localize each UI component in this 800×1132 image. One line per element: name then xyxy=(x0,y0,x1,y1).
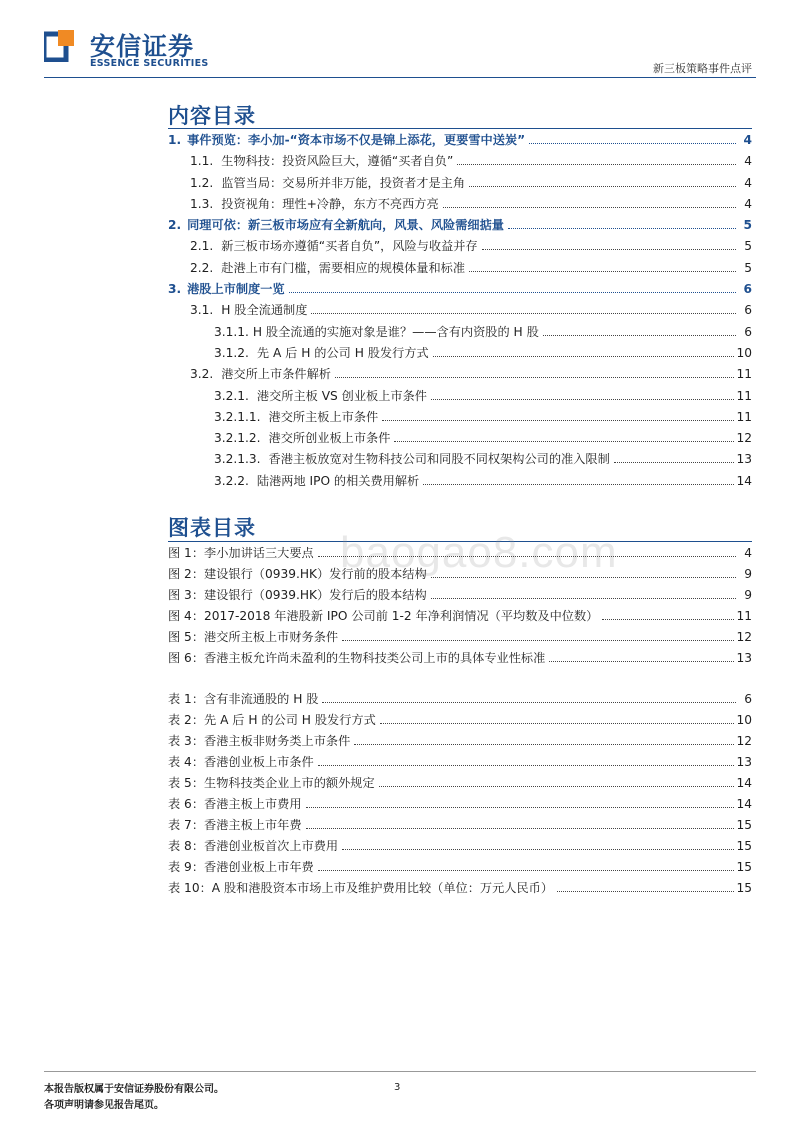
table-entry[interactable]: 表 8：香港创业板首次上市费用 15 xyxy=(168,839,752,853)
chart-entry[interactable]: 图 2：建设银行（0939.HK）发行前的股本结构 9 xyxy=(168,567,752,581)
figures-title: 图表目录 xyxy=(168,516,256,540)
page-header xyxy=(0,0,800,80)
table-entry[interactable]: 表 7：香港主板上市年费 15 xyxy=(168,818,752,832)
toc-entry[interactable]: 3.1.1. H 股全流通的实施对象是谁？——含有内资股的 H 股 6 xyxy=(214,324,752,339)
chart-entry[interactable]: 图 4：2017-2018 年港股新 IPO 公司前 1-2 年净利润情况（平均数及中位数） 11 xyxy=(168,609,752,623)
toc-entry[interactable]: 1.1. 生物科技：投资风险巨大，遵循“买者自负” 4 xyxy=(190,154,752,169)
toc-entry[interactable]: 3.2.1.2. 港交所创业板上市条件 12 xyxy=(214,431,752,446)
chart-entry[interactable]: 图 3：建设银行（0939.HK）发行后的股本结构 9 xyxy=(168,588,752,602)
chart-entry[interactable]: 图 1：李小加讲话三大要点 4 xyxy=(168,546,752,560)
table-entry[interactable]: 表 5：生物科技类企业上市的额外规定 14 xyxy=(168,776,752,790)
table-entry[interactable]: 表 4：香港创业板上市条件 13 xyxy=(168,755,752,769)
contents-list xyxy=(168,131,752,493)
header-divider xyxy=(44,77,756,78)
logo-text-cn: 安信证券 xyxy=(90,32,195,61)
copyright-notice: 本报告版权属于安信证券股份有限公司。 xyxy=(44,1084,224,1095)
disclaimer-notice: 各项声明请参见报告尾页。 xyxy=(44,1100,164,1111)
contents-title: 内容目录 xyxy=(168,104,256,128)
chart-entry[interactable]: 图 6：香港主板允许尚未盈利的生物科技类公司上市的具体专业性标准 13 xyxy=(168,651,752,665)
table-list xyxy=(168,690,752,900)
watermark: baogao8.com xyxy=(340,528,618,577)
footer-divider xyxy=(44,1071,756,1072)
contents-title-rule xyxy=(168,128,752,129)
report-type: 新三板策略事件点评 xyxy=(653,62,752,75)
toc-entry[interactable]: 3.1.2. 先 A 后 H 的公司 H 股发行方式 10 xyxy=(214,345,752,360)
toc-entry[interactable]: 3.2.2. 陆港两地 IPO 的相关费用解析 14 xyxy=(214,473,752,488)
toc-entry[interactable]: 3.2.1.1. 港交所主板上市条件 11 xyxy=(214,409,752,424)
toc-entry[interactable]: 3.2.1.3. 香港主板放宽对生物科技公司和同股不同权架构公司的准入限制 13 xyxy=(214,452,752,467)
toc-entry[interactable]: 2.2. 赴港上市有门槛，需要相应的规模体量和标准 5 xyxy=(190,260,752,275)
toc-entry[interactable]: 1. 事件预览：李小加-“资本市场不仅是锦上添花，更要雪中送炭” 4 xyxy=(168,133,752,147)
table-entry[interactable]: 表 9：香港创业板上市年费 15 xyxy=(168,860,752,874)
table-entry[interactable]: 表 1：含有非流通股的 H 股 6 xyxy=(168,692,752,706)
toc-entry[interactable]: 2. 同理可依：新三板市场应有全新航向，风景、风险需细掂量 5 xyxy=(168,218,752,233)
chart-list xyxy=(168,544,752,670)
table-entry[interactable]: 表 3：香港主板非财务类上市条件 12 xyxy=(168,734,752,748)
toc-entry[interactable]: 1.3. 投资视角：理性+冷静，东方不亮西方亮 4 xyxy=(190,196,752,211)
table-entry[interactable]: 表 10：A 股和港股资本市场上市及维护费用比较（单位：万元人民币） 15 xyxy=(168,881,752,895)
page-number: 3 xyxy=(394,1082,401,1093)
table-entry[interactable]: 表 2：先 A 后 H 的公司 H 股发行方式 10 xyxy=(168,713,752,727)
table-entry[interactable]: 表 6：香港主板上市费用 14 xyxy=(168,797,752,811)
logo-icon xyxy=(44,30,76,62)
toc-entry[interactable]: 2.1. 新三板市场亦遵循“买者自负”，风险与收益并存 5 xyxy=(190,239,752,254)
logo-text-en: ESSENCE SECURITIES xyxy=(90,58,209,69)
toc-entry[interactable]: 1.2. 监管当局：交易所并非万能，投资者才是主角 4 xyxy=(190,175,752,190)
toc-entry[interactable]: 3. 港股上市制度一览 6 xyxy=(168,282,752,297)
toc-entry[interactable]: 3.1. H 股全流通制度 6 xyxy=(190,303,752,318)
toc-entry[interactable]: 3.2. 港交所上市条件解析 11 xyxy=(190,367,752,382)
chart-entry[interactable]: 图 5：港交所主板上市财务条件 12 xyxy=(168,630,752,644)
toc-entry[interactable]: 3.2.1. 港交所主板 VS 创业板上市条件 11 xyxy=(214,388,752,403)
